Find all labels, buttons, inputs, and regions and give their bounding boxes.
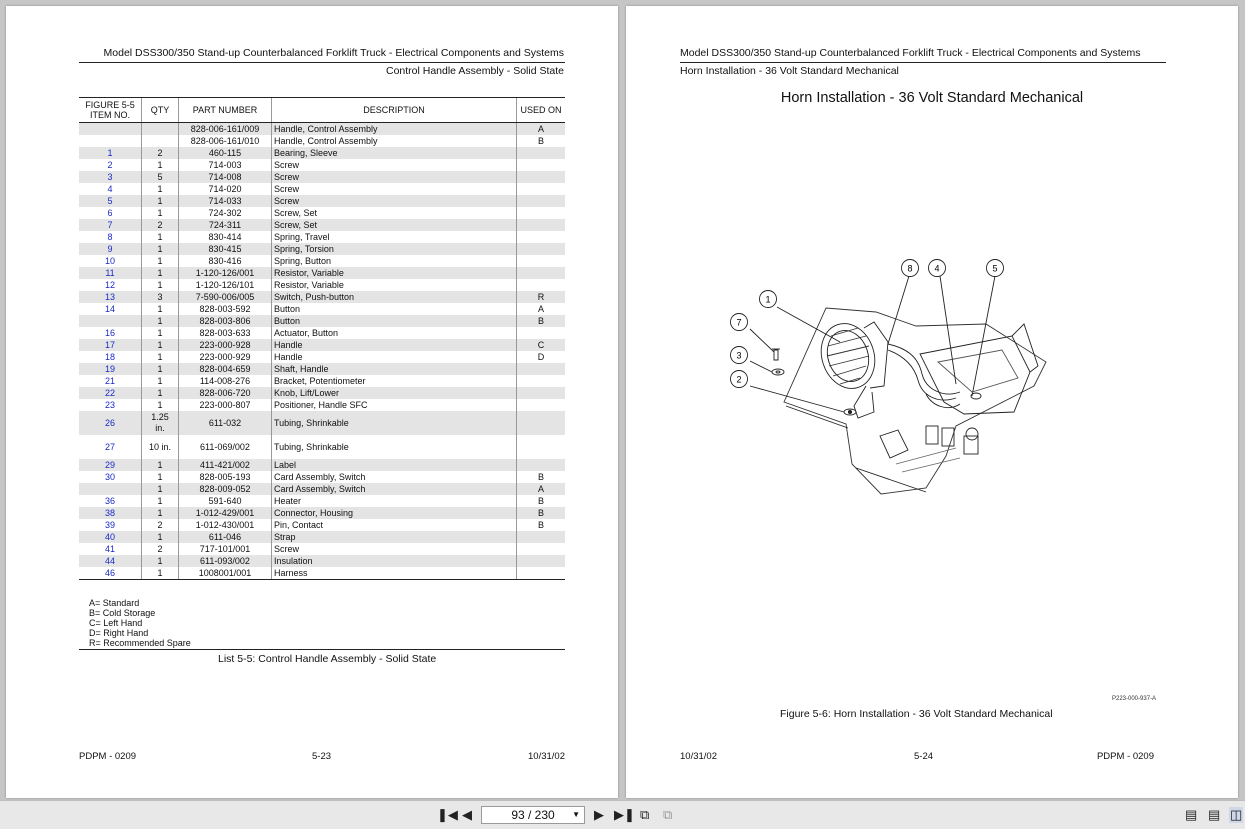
part-number-cell: 828-003-592 — [179, 303, 272, 315]
description-cell: Screw — [272, 171, 517, 183]
item-number-cell: 9 — [79, 243, 142, 255]
description-cell: Handle — [272, 339, 517, 351]
table-row — [79, 291, 565, 303]
table-row — [79, 171, 565, 183]
qty-cell: 2 — [142, 147, 179, 159]
description-cell: Screw — [272, 195, 517, 207]
description-cell: Harness — [272, 567, 517, 580]
used-on-cell — [517, 435, 566, 459]
qty-cell: 1 — [142, 567, 179, 580]
used-on-cell — [517, 183, 566, 195]
item-number-cell: 23 — [104, 400, 115, 410]
description-cell: Label — [272, 459, 517, 471]
qty-cell: 10 in. — [142, 435, 179, 459]
used-on-cell — [517, 147, 566, 159]
col-header-item: FIGURE 5-5 ITEM NO. — [79, 98, 142, 123]
qty-cell: 1 — [142, 459, 179, 471]
item-number-cell: 21 — [104, 376, 115, 386]
qty-cell: 1 — [142, 279, 179, 291]
part-number-cell: 828-006-720 — [179, 387, 272, 399]
item-number-cell: 14 — [104, 304, 115, 314]
part-number-cell: 724-311 — [179, 219, 272, 231]
table-row — [79, 123, 565, 136]
used-on-cell — [517, 531, 566, 543]
item-number-cell — [79, 483, 142, 495]
table-row — [79, 315, 565, 327]
used-on-cell — [517, 231, 566, 243]
used-on-cell — [517, 399, 566, 411]
drawing-id: P223-000-937-A — [1112, 696, 1157, 702]
description-cell: Screw — [272, 159, 517, 171]
table-row — [79, 267, 565, 279]
qty-cell: 1 — [142, 327, 179, 339]
description-cell: Pin, Contact — [272, 519, 517, 531]
item-number-cell — [79, 135, 142, 147]
description-cell: Resistor, Variable — [272, 267, 517, 279]
used-on-cell: D — [517, 351, 566, 363]
qty-cell: 1 — [142, 315, 179, 327]
used-on-cell — [517, 255, 566, 267]
description-cell: Spring, Button — [272, 255, 517, 267]
table-row — [79, 387, 565, 399]
qty-cell: 1 — [142, 363, 179, 375]
footer-doc-id: PDPM - 0209 — [1096, 751, 1154, 762]
table-header-row — [79, 98, 565, 123]
description-cell: Screw — [272, 183, 517, 195]
qty-cell: 1 — [142, 267, 179, 279]
part-number-cell: 714-033 — [179, 195, 272, 207]
item-number-cell: 1 — [79, 147, 142, 159]
callout-label: 8 — [907, 263, 913, 274]
item-number-cell: 46 — [79, 567, 142, 580]
item-number-cell: 13 — [79, 291, 142, 303]
qty-cell: 1 — [142, 387, 179, 399]
item-number-cell: 17 — [79, 339, 142, 351]
right-header-title: Model DSS300/350 Stand-up Counterbalanced Forklift Truck - Electrical Components and Systems — [680, 47, 1141, 59]
callout-1 — [760, 291, 777, 308]
qty-cell: 1 — [142, 243, 179, 255]
qty-cell: 1 — [142, 375, 179, 387]
left-header-rule — [79, 62, 565, 63]
part-number-cell: 717-101/001 — [179, 543, 272, 555]
used-on-cell — [517, 159, 566, 171]
part-number-cell: 223-000-928 — [179, 339, 272, 351]
chevron-down-icon[interactable]: ▼ — [572, 810, 580, 819]
used-on-cell — [517, 387, 566, 399]
callout-3 — [731, 347, 748, 364]
description-cell: Tubing, Shrinkable — [272, 411, 517, 435]
part-number-cell: 611-069/002 — [179, 435, 272, 459]
used-on-cell: A — [517, 123, 566, 136]
qty-cell: 3 — [142, 291, 179, 303]
item-number-cell: 36 — [104, 496, 115, 506]
used-on-cell: B — [517, 315, 566, 327]
part-number-cell: 223-000-929 — [179, 351, 272, 363]
table-row — [79, 543, 565, 555]
used-on-cell — [517, 279, 566, 291]
part-number-cell: 1-120-126/101 — [179, 279, 272, 291]
part-number-cell: 828-003-633 — [179, 327, 272, 339]
part-number-cell: 724-302 — [179, 207, 272, 219]
used-on-cell — [517, 375, 566, 387]
part-number-cell: 828-004-659 — [179, 363, 272, 375]
description-cell: Actuator, Button — [272, 327, 517, 339]
qty-cell: 1 — [142, 471, 179, 483]
figure-title: Horn Installation - 36 Volt Standard Mechanical — [780, 90, 1084, 106]
part-number-cell: 828-003-806 — [179, 315, 272, 327]
callout-label: 2 — [736, 374, 742, 385]
description-cell: Card Assembly, Switch — [272, 483, 517, 495]
description-cell: Connector, Housing — [272, 507, 517, 519]
next-page-icon[interactable]: ▶ — [594, 807, 604, 822]
qty-cell: 1 — [142, 231, 179, 243]
item-number-cell: 29 — [79, 459, 142, 471]
horn-installation-drawing — [626, 6, 1238, 798]
used-on-cell: B — [517, 519, 566, 531]
description-cell: Handle — [272, 351, 517, 363]
used-on-cell: B — [517, 507, 566, 519]
used-on-cell — [517, 567, 566, 580]
description-cell: Handle, Control Assembly — [272, 123, 517, 136]
item-number-cell: 27 — [104, 441, 115, 452]
left-header-subtitle: Control Handle Assembly - Solid State — [385, 65, 564, 77]
callout-label: 5 — [992, 263, 998, 274]
previous-page-icon[interactable]: ◀ — [462, 807, 472, 822]
table-row — [79, 375, 565, 387]
table-row — [79, 219, 565, 231]
description-cell: Handle, Control Assembly — [272, 135, 517, 147]
item-number-cell: 3 — [79, 171, 142, 183]
description-cell: Resistor, Variable — [272, 279, 517, 291]
table-row — [79, 363, 565, 375]
table-row — [79, 495, 565, 507]
item-number-cell: 40 — [79, 531, 142, 543]
used-on-cell — [517, 195, 566, 207]
description-cell: Heater — [272, 495, 517, 507]
description-cell: Switch, Push-button — [272, 291, 517, 303]
legend-item: R= Recommended Spare — [89, 638, 191, 648]
table-row — [79, 195, 565, 207]
table-row — [79, 483, 565, 495]
table-row — [79, 519, 565, 531]
item-number-cell: 2 — [107, 160, 113, 170]
part-number-cell: 828-006-161/010 — [179, 135, 272, 147]
part-number-cell: 611-032 — [179, 411, 272, 435]
table-row — [79, 303, 565, 315]
right-document-page — [626, 6, 1238, 798]
item-number-cell: 4 — [107, 184, 113, 194]
left-header-title: Model DSS300/350 Stand-up Counterbalanced Forklift Truck - Electrical Components and Systems — [103, 47, 564, 59]
table-row — [79, 471, 565, 483]
part-number-cell: 714-020 — [179, 183, 272, 195]
qty-cell: 1 — [142, 207, 179, 219]
list-caption: List 5-5: Control Handle Assembly - Solid State — [218, 653, 437, 665]
callout-label: 4 — [934, 263, 940, 274]
item-number-cell: 30 — [104, 472, 115, 482]
callout-label: 1 — [765, 294, 771, 305]
description-cell: Spring, Travel — [272, 231, 517, 243]
footer-page-number: 5-23 — [312, 751, 332, 762]
table-row — [79, 531, 565, 543]
table-row — [79, 207, 565, 219]
description-cell: Spring, Torsion — [272, 243, 517, 255]
description-cell: Screw, Set — [272, 207, 517, 219]
table-row — [79, 327, 565, 339]
part-number-cell: 114-008-276 — [179, 375, 272, 387]
used-on-cell: C — [517, 339, 566, 351]
used-on-cell: A — [517, 483, 566, 495]
callout-label: 7 — [736, 317, 742, 328]
col-header-desc: DESCRIPTION — [272, 98, 517, 123]
qty-cell: 1 — [142, 531, 179, 543]
table-row — [79, 147, 565, 159]
used-on-cell: A — [517, 303, 566, 315]
item-number-cell: 7 — [79, 219, 142, 231]
qty-cell: 1 — [142, 339, 179, 351]
table-row — [79, 183, 565, 195]
used-on-cell: B — [517, 495, 566, 507]
used-on-cell — [517, 207, 566, 219]
table-row — [79, 279, 565, 291]
two-page-view-icon[interactable]: ◫ — [1230, 807, 1243, 822]
qty-cell: 1 — [142, 555, 179, 567]
used-on-cell — [517, 543, 566, 555]
description-cell: Positioner, Handle SFC — [272, 399, 517, 411]
part-number-cell: 830-416 — [179, 255, 272, 267]
item-number-cell: 22 — [79, 387, 142, 399]
description-cell: Strap — [272, 531, 517, 543]
used-on-cell — [517, 171, 566, 183]
item-number-cell: 18 — [104, 352, 115, 362]
first-page-icon[interactable]: ❚◀ — [437, 807, 458, 822]
table-row — [79, 339, 565, 351]
callout-7 — [731, 314, 748, 331]
qty-cell: 1 — [142, 495, 179, 507]
part-number-cell: 223-000-807 — [179, 399, 272, 411]
figure-caption: Figure 5-6: Horn Installation - 36 Volt Standard Mechanical — [780, 708, 1053, 720]
legend-item: D= Right Hand — [89, 628, 149, 638]
continuous-view-icon[interactable]: ▤ — [1208, 807, 1221, 822]
used-on-cell — [517, 363, 566, 375]
item-number-cell: 8 — [107, 232, 113, 242]
page-indicator-text: 93 / 230 — [511, 808, 555, 822]
used-on-cell — [517, 555, 566, 567]
qty-cell: 1 — [142, 399, 179, 411]
part-number-cell: 828-005-193 — [179, 471, 272, 483]
qty-cell — [142, 123, 179, 136]
callout-5 — [987, 260, 1004, 277]
legend-bottom-rule — [79, 649, 565, 650]
item-number-cell: 6 — [107, 208, 113, 218]
description-cell: Bracket, Potentiometer — [272, 375, 517, 387]
table-row — [79, 243, 565, 255]
item-number-cell: 26 — [79, 411, 142, 435]
qty-cell: 2 — [142, 519, 179, 531]
qty-cell: 1 — [142, 351, 179, 363]
description-cell: Screw, Set — [272, 219, 517, 231]
table-row — [79, 567, 565, 580]
qty-cell: 2 — [142, 543, 179, 555]
single-page-view-icon[interactable]: ▤ — [1185, 807, 1198, 822]
item-number-cell: 5 — [79, 195, 142, 207]
callout-2 — [731, 371, 748, 388]
description-cell: Shaft, Handle — [272, 363, 517, 375]
table-row — [79, 507, 565, 519]
used-on-cell: R — [517, 291, 566, 303]
qty-cell: 1 — [142, 507, 179, 519]
part-number-cell: 830-415 — [179, 243, 272, 255]
part-number-cell: 1008001/001 — [179, 567, 272, 580]
legend-item: C= Left Hand — [89, 618, 143, 628]
description-cell: Screw — [272, 543, 517, 555]
used-on-cell — [517, 243, 566, 255]
item-number-cell: 39 — [104, 520, 115, 530]
description-cell: Button — [272, 303, 517, 315]
part-number-cell: 1-120-126/001 — [179, 267, 272, 279]
last-page-icon[interactable]: ▶❚ — [614, 807, 635, 822]
qty-cell: 1 — [142, 183, 179, 195]
item-number-cell: 16 — [104, 328, 115, 338]
part-number-cell: 411-421/002 — [179, 459, 272, 471]
table-row — [79, 135, 565, 147]
item-number-cell: 12 — [104, 280, 115, 290]
part-number-cell: 1-012-430/001 — [179, 519, 272, 531]
item-number-cell: 11 — [79, 267, 142, 279]
used-on-cell: B — [517, 135, 566, 147]
col-header-part: PART NUMBER — [179, 98, 272, 123]
item-number-cell: 38 — [79, 507, 142, 519]
part-number-cell: 460-115 — [179, 147, 272, 159]
item-number-cell — [79, 315, 142, 327]
part-number-cell: 830-414 — [179, 231, 272, 243]
used-on-cell — [517, 411, 566, 435]
part-number-cell: 611-046 — [179, 531, 272, 543]
qty-cell: 1 — [142, 255, 179, 267]
used-on-cell: B — [517, 471, 566, 483]
col-header-qty: QTY — [142, 98, 179, 123]
part-number-cell: 1-012-429/001 — [179, 507, 272, 519]
left-document-page — [6, 6, 618, 798]
callout-8 — [902, 260, 919, 277]
parts-list-table — [79, 97, 565, 580]
page-number-input[interactable] — [481, 806, 585, 824]
description-cell: Insulation — [272, 555, 517, 567]
part-number-cell: 828-009-052 — [179, 483, 272, 495]
qty-cell: 5 — [142, 171, 179, 183]
qty-cell: 1 — [142, 195, 179, 207]
table-row — [79, 411, 565, 435]
qty-cell: 2 — [142, 219, 179, 231]
used-on-cell — [517, 267, 566, 279]
description-cell: Knob, Lift/Lower — [272, 387, 517, 399]
item-number-cell: 10 — [104, 256, 115, 266]
part-number-cell: 591-640 — [179, 495, 272, 507]
part-number-cell: 7-590-006/005 — [179, 291, 272, 303]
item-number-cell: 44 — [79, 555, 142, 567]
table-row — [79, 435, 565, 459]
fit-width-icon[interactable]: ⧉ — [663, 807, 673, 822]
table-row — [79, 459, 565, 471]
part-number-cell: 714-003 — [179, 159, 272, 171]
legend-item: A= Standard — [89, 598, 140, 608]
item-number-cell: 19 — [79, 363, 142, 375]
table-row — [79, 255, 565, 267]
table-row — [79, 351, 565, 363]
part-number-cell: 611-093/002 — [179, 555, 272, 567]
part-number-cell: 828-006-161/009 — [179, 123, 272, 136]
legend-item: B= Cold Storage — [89, 608, 156, 618]
footer-doc-id: PDPM - 0209 — [79, 751, 137, 762]
table-row — [79, 231, 565, 243]
used-on-cell — [517, 459, 566, 471]
qty-cell: 1 — [142, 159, 179, 171]
used-on-cell — [517, 219, 566, 231]
qty-cell: 1.25 in. — [142, 411, 179, 435]
description-cell: Bearing, Sleeve — [272, 147, 517, 159]
table-row — [79, 555, 565, 567]
table-row — [79, 159, 565, 171]
callout-4 — [929, 260, 946, 277]
item-number-cell — [79, 123, 142, 136]
item-number-cell: 41 — [104, 544, 115, 554]
footer-page-number: 5-24 — [914, 751, 934, 762]
description-cell: Card Assembly, Switch — [272, 471, 517, 483]
viewer-toolbar — [0, 800, 1245, 829]
description-cell: Button — [272, 315, 517, 327]
qty-cell — [142, 135, 179, 147]
qty-cell: 1 — [142, 303, 179, 315]
footer-date: 10/31/02 — [528, 751, 565, 762]
right-header-subtitle: Horn Installation - 36 Volt Standard Mechanical — [680, 65, 899, 77]
col-header-used: USED ON — [517, 98, 566, 123]
fit-page-icon[interactable]: ⧉ — [640, 807, 650, 822]
used-on-cell — [517, 327, 566, 339]
used-on-legend — [89, 598, 191, 648]
qty-cell: 1 — [142, 483, 179, 495]
table-row — [79, 399, 565, 411]
callout-label: 3 — [736, 350, 742, 361]
part-number-cell: 714-008 — [179, 171, 272, 183]
footer-date: 10/31/02 — [680, 751, 717, 762]
description-cell: Tubing, Shrinkable — [272, 435, 517, 459]
